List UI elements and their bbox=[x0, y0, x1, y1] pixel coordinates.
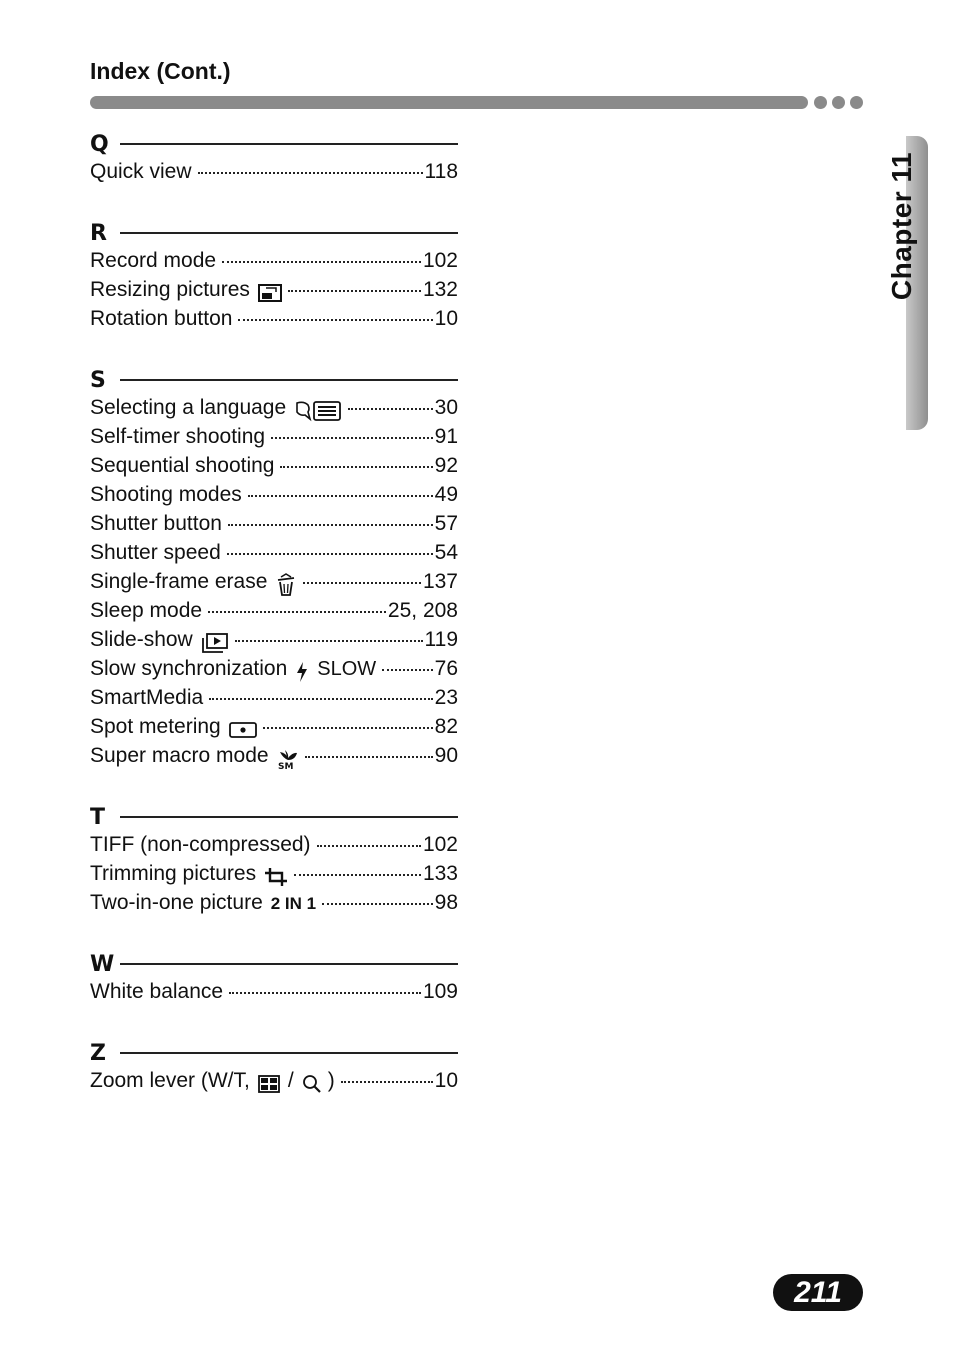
entry-label: Zoom lever (W/T, bbox=[90, 1069, 250, 1092]
dot-leader bbox=[303, 582, 421, 584]
entry-page-number: 109 bbox=[422, 980, 458, 1003]
dot-leader bbox=[198, 172, 423, 174]
index-section-t bbox=[90, 801, 458, 920]
entry-page-number: 92 bbox=[434, 454, 458, 477]
dot-leader bbox=[322, 903, 433, 905]
entry-label: Slide-show bbox=[90, 628, 193, 651]
section-heading bbox=[90, 801, 458, 833]
language-icon bbox=[294, 399, 342, 423]
index-entry bbox=[90, 599, 458, 628]
index-entry bbox=[90, 278, 458, 307]
index-entry bbox=[90, 483, 458, 512]
entry-label-separator: / bbox=[287, 1069, 294, 1092]
dot-leader bbox=[280, 466, 432, 468]
section-letter: Z bbox=[90, 1040, 106, 1066]
dot-leader bbox=[248, 495, 433, 497]
section-rule bbox=[120, 232, 458, 234]
entry-page-number: 25, 208 bbox=[387, 599, 458, 622]
section-heading bbox=[90, 128, 458, 160]
section-rule bbox=[120, 1052, 458, 1054]
section-heading bbox=[90, 364, 458, 396]
index-entry bbox=[90, 833, 458, 862]
entry-page-number: 137 bbox=[422, 570, 458, 593]
flash-icon bbox=[295, 660, 309, 684]
entry-page-number: 49 bbox=[434, 483, 458, 506]
dot-leader bbox=[348, 408, 432, 410]
icon-label: SLOW bbox=[317, 658, 377, 680]
two-in-one-icon: 2 IN 1 bbox=[270, 894, 317, 913]
index-entry bbox=[90, 686, 458, 715]
dot-leader bbox=[208, 611, 386, 613]
entry-page-number: 10 bbox=[434, 1069, 458, 1092]
entry-label: Shutter speed bbox=[90, 541, 221, 564]
dot-leader bbox=[288, 290, 421, 292]
section-rule bbox=[120, 379, 458, 381]
entry-page-number: 119 bbox=[424, 628, 458, 651]
resize-icon bbox=[258, 281, 282, 305]
dot-leader bbox=[271, 437, 433, 439]
entry-label: Self-timer shooting bbox=[90, 425, 266, 448]
dot-leader bbox=[228, 524, 433, 526]
index-entry bbox=[90, 862, 458, 891]
index-section-z bbox=[90, 1037, 458, 1098]
entry-label: Quick view bbox=[90, 160, 192, 183]
section-letter: Q bbox=[90, 131, 109, 157]
index-entry bbox=[90, 628, 458, 657]
entry-label: Single-frame erase bbox=[90, 570, 268, 593]
slideshow-icon bbox=[201, 631, 229, 655]
index-entry bbox=[90, 980, 458, 1009]
dot-leader bbox=[294, 874, 421, 876]
entry-label: Shooting modes bbox=[90, 483, 242, 506]
entry-label-end: ) bbox=[327, 1069, 335, 1092]
entry-label: Sequential shooting bbox=[90, 454, 275, 477]
magnifier-icon bbox=[302, 1072, 322, 1096]
dot-leader bbox=[235, 640, 423, 642]
entry-label: White balance bbox=[90, 980, 224, 1003]
entry-page-number: 98 bbox=[434, 891, 458, 914]
section-rule bbox=[120, 143, 458, 145]
index-entry bbox=[90, 744, 458, 773]
dot-leader bbox=[382, 669, 432, 671]
index-entry bbox=[90, 160, 458, 189]
entry-label: Shutter button bbox=[90, 512, 222, 535]
section-letter: W bbox=[90, 951, 115, 977]
entry-page-number: 91 bbox=[434, 425, 458, 448]
entry-label: SmartMedia bbox=[90, 686, 204, 709]
entry-label: Two-in-one picture bbox=[90, 891, 263, 914]
index-entry bbox=[90, 512, 458, 541]
dot-leader bbox=[229, 992, 421, 994]
svg-text:SM: SM bbox=[277, 761, 294, 770]
page-number: 211 bbox=[773, 1274, 863, 1311]
header-dot bbox=[814, 96, 827, 109]
section-rule bbox=[120, 963, 458, 965]
entry-page-number: 82 bbox=[434, 715, 458, 738]
dot-leader bbox=[341, 1081, 433, 1083]
section-heading bbox=[90, 217, 458, 249]
entry-page-number: 102 bbox=[422, 249, 458, 272]
erase-icon bbox=[275, 573, 297, 597]
entry-page-number: 118 bbox=[424, 160, 458, 183]
index-section-s bbox=[90, 364, 458, 773]
index-entry bbox=[90, 307, 458, 336]
entry-page-number: 10 bbox=[434, 307, 458, 330]
dot-leader bbox=[263, 727, 433, 729]
entry-label: Super macro mode bbox=[90, 744, 269, 767]
dot-leader bbox=[222, 261, 421, 263]
index-entry bbox=[90, 657, 458, 686]
entry-page-number: 102 bbox=[422, 833, 458, 856]
entry-label: Record mode bbox=[90, 249, 217, 272]
index-entry bbox=[90, 1069, 458, 1098]
dot-leader bbox=[209, 698, 432, 700]
dot-leader bbox=[317, 845, 421, 847]
section-letter: R bbox=[90, 220, 107, 246]
super-macro-icon bbox=[277, 747, 299, 771]
section-heading bbox=[90, 948, 458, 980]
entry-label: TIFF (non-compressed) bbox=[90, 833, 311, 856]
index-section-w bbox=[90, 948, 458, 1009]
dot-leader bbox=[305, 756, 433, 758]
entry-page-number: 30 bbox=[434, 396, 458, 419]
header-bar bbox=[90, 96, 808, 109]
entry-label: Rotation button bbox=[90, 307, 233, 330]
section-letter: T bbox=[90, 804, 106, 830]
index-entry bbox=[90, 425, 458, 454]
entry-page-number: 57 bbox=[434, 512, 458, 535]
index-entry bbox=[90, 249, 458, 278]
entry-label: Resizing pictures bbox=[90, 278, 250, 301]
dot-leader bbox=[238, 319, 432, 321]
entry-page-number: 132 bbox=[422, 278, 458, 301]
page-title: Index (Cont.) bbox=[90, 58, 231, 84]
header-dot bbox=[832, 96, 845, 109]
spot-metering-icon bbox=[229, 718, 257, 742]
index-section-q bbox=[90, 128, 458, 189]
index-entry bbox=[90, 541, 458, 570]
entry-label: Spot metering bbox=[90, 715, 221, 738]
chapter-label bbox=[872, 136, 932, 316]
entry-label: Slow synchronization bbox=[90, 657, 288, 680]
zoom-lever-icons bbox=[258, 1072, 280, 1096]
index-list bbox=[90, 128, 458, 1126]
entry-label: Sleep mode bbox=[90, 599, 203, 622]
chapter-label-text: Chapter 11 bbox=[886, 151, 917, 301]
dot-leader bbox=[227, 553, 433, 555]
entry-label: Trimming pictures bbox=[90, 862, 257, 885]
section-heading bbox=[90, 1037, 458, 1069]
entry-label: Selecting a language bbox=[90, 396, 287, 419]
header-dot bbox=[850, 96, 863, 109]
index-entry bbox=[90, 396, 458, 425]
index-entry bbox=[90, 715, 458, 744]
section-letter: S bbox=[90, 367, 106, 393]
index-section-r bbox=[90, 217, 458, 336]
entry-page-number: 133 bbox=[422, 862, 458, 885]
index-entry bbox=[90, 454, 458, 483]
entry-page-number: 23 bbox=[434, 686, 458, 709]
entry-page-number: 54 bbox=[434, 541, 458, 564]
entry-page-number: 76 bbox=[434, 657, 458, 680]
index-entry bbox=[90, 570, 458, 599]
section-rule bbox=[120, 816, 458, 818]
trim-icon bbox=[264, 865, 288, 889]
entry-page-number: 90 bbox=[434, 744, 458, 767]
index-entry bbox=[90, 891, 458, 920]
